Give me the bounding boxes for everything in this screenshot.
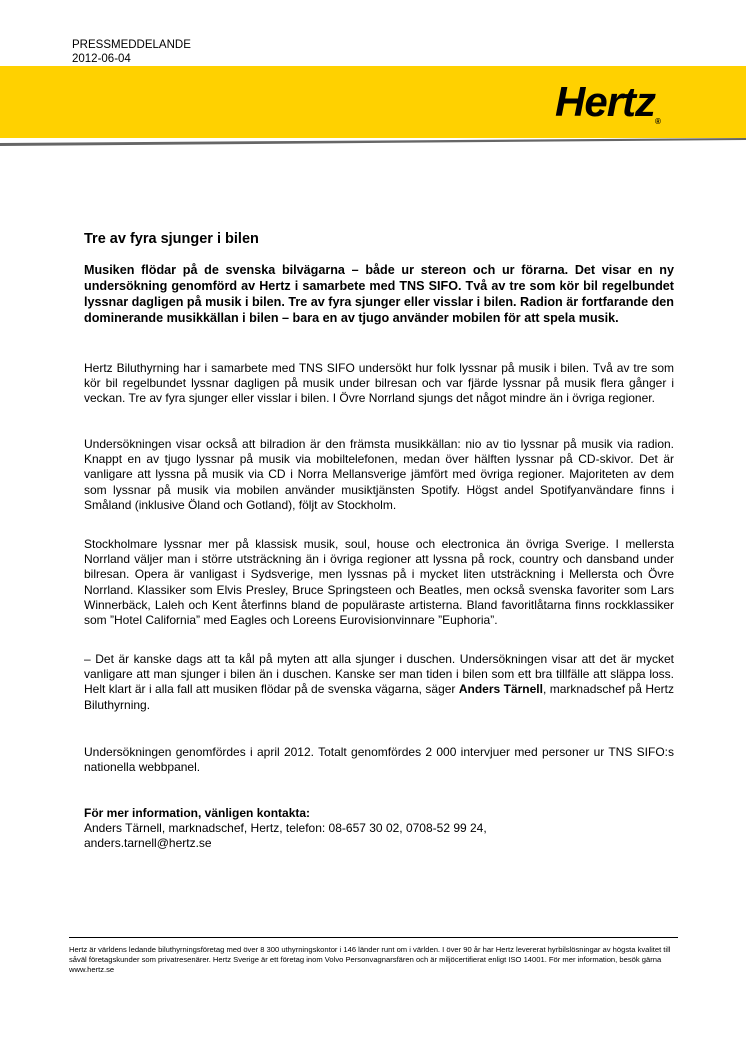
quote-paragraph: [84, 652, 674, 713]
contact-email[interactable]: anders.tarnell@hertz.se: [84, 836, 212, 851]
article-paragraph: Stockholmare lyssnar mer på klassisk musik, soul, house och electronica än övriga Sverige. I mellersta Norrland väljer man i större utsträckning än i övriga regioner att lyssna på rock, country och dansband under bilresan. Opera är vanligast i Sydsverige, men lyssnas på i mycket liten utsträckning i Mellersta och Övre Norrland. Klassiker som Elvis Presley, Bruce Springsteen och Beatles, men också svenska favoriter som Lars Winnerbäck, Laleh och Kent återfinns bland de populäraste artisterna. Bland favoritlåtarna finns rockklassiker som ”Hotel California” med Eagles och Loreens Eurovisionvinnare ”Euphoria”.: [84, 537, 674, 628]
article-title-block: [84, 230, 674, 248]
article-paragraph: Undersökningen visar också att bilradion är den främsta musikkällan: nio av tio lyssnar på musik via radion. Knappt en av tjugo lyssnar på musik via mobiltelefonen, medan över hälften lyssnar på CD-skivor. Det är vanligare att lyssna på musik via CD i Norra Mellansverige jämfört med övriga regioner. Majoriteten av dem som lyssnar på musik via mobilen använder musiktjänsten Spotify. Högst andel Spotifyanvändare finns i Småland (inklusive Öland och Gotland), följt av Stockholm.: [84, 437, 674, 512]
article-title: Tre av fyra sjunger i bilen: [84, 231, 259, 247]
method-block: [84, 745, 674, 775]
footer-divider: [69, 937, 678, 938]
contact-block: [84, 806, 674, 852]
quote-speaker: Anders Tärnell: [458, 682, 543, 697]
paragraph-1-block: [84, 361, 674, 407]
banner-shadow: [0, 138, 746, 148]
paragraph-3-block: [84, 537, 674, 628]
quote-block: [84, 652, 674, 713]
quote-text: – Det är kanske dags att ta kål på myten att alla sjunger i duschen. Undersökningen visar att det är mycket vanligare att man sjunger i bilen än i duschen. Kanske ser man tiden i bilen som ett bra tillfälle att släppa loss. Helt klart är i alla fall att musiken flödar på de svenska vägarna, säger: [84, 652, 674, 697]
document-type-label: PRESSMEDDELANDE: [72, 39, 191, 51]
method-paragraph: Undersökningen genomfördes i april 2012. Totalt genomfördes 2 000 intervjuer med personer ur TNS SIFO:s nationella webbpanel.: [84, 745, 674, 775]
document-date: 2012-06-04: [72, 53, 131, 65]
footer-boilerplate: Hertz är världens ledande biluthyrningsföretag med över 8 300 uthyrningskontor i 146 länder runt om i världen. I över 90 år har Hertz levererat hyrbilslösningar av högsta kvalitet till såväl företagskunder som privatresenärer. Hertz Sverige är ett företag inom Volvo Personvagnarsfären och är miljöcertifierat enligt ISO 14001. För mer information, besök gärna www.hertz.se: [69, 945, 671, 974]
article-paragraph: Hertz Biluthyrning har i samarbete med TNS SIFO undersökt hur folk lyssnar på musik i bilen. Två av tre som kör bil regelbundet lyssnar dagligen på musik under bilresan och var fjärde lyssnar på musik flera gånger i veckan. Tre av fyra sjunger eller visslar i bilen. I Övre Norrland sjungs det något mindre än i övriga regioner.: [84, 361, 674, 406]
contact-heading: För mer information, vänligen kontakta:: [84, 806, 311, 820]
paragraph-2-block: [84, 437, 674, 513]
quote-role: , marknadschef på Hertz Biluthyrning.: [84, 682, 674, 712]
article-lead-block: [84, 262, 674, 326]
hertz-logo: Hertz®: [555, 78, 660, 126]
article-lead: Musiken flödar på de svenska bilvägarna – både ur stereon och ur förarna. Det visar en ny undersökning genomförd av Hertz i samarbete med TNS SIFO. Två av tre som kör bil regelbundet lyssnar dagligen på musik i bilen. Tre av fyra sjunger eller visslar i bilen. Radion är fortfarande den dominerande musikkällan i bilen – bara en av tjugo använder mobilen för att spela musik.: [84, 263, 674, 325]
contact-line: Anders Tärnell, marknadschef, Hertz, telefon: 08-657 30 02, 0708-52 99 24,: [84, 821, 487, 836]
